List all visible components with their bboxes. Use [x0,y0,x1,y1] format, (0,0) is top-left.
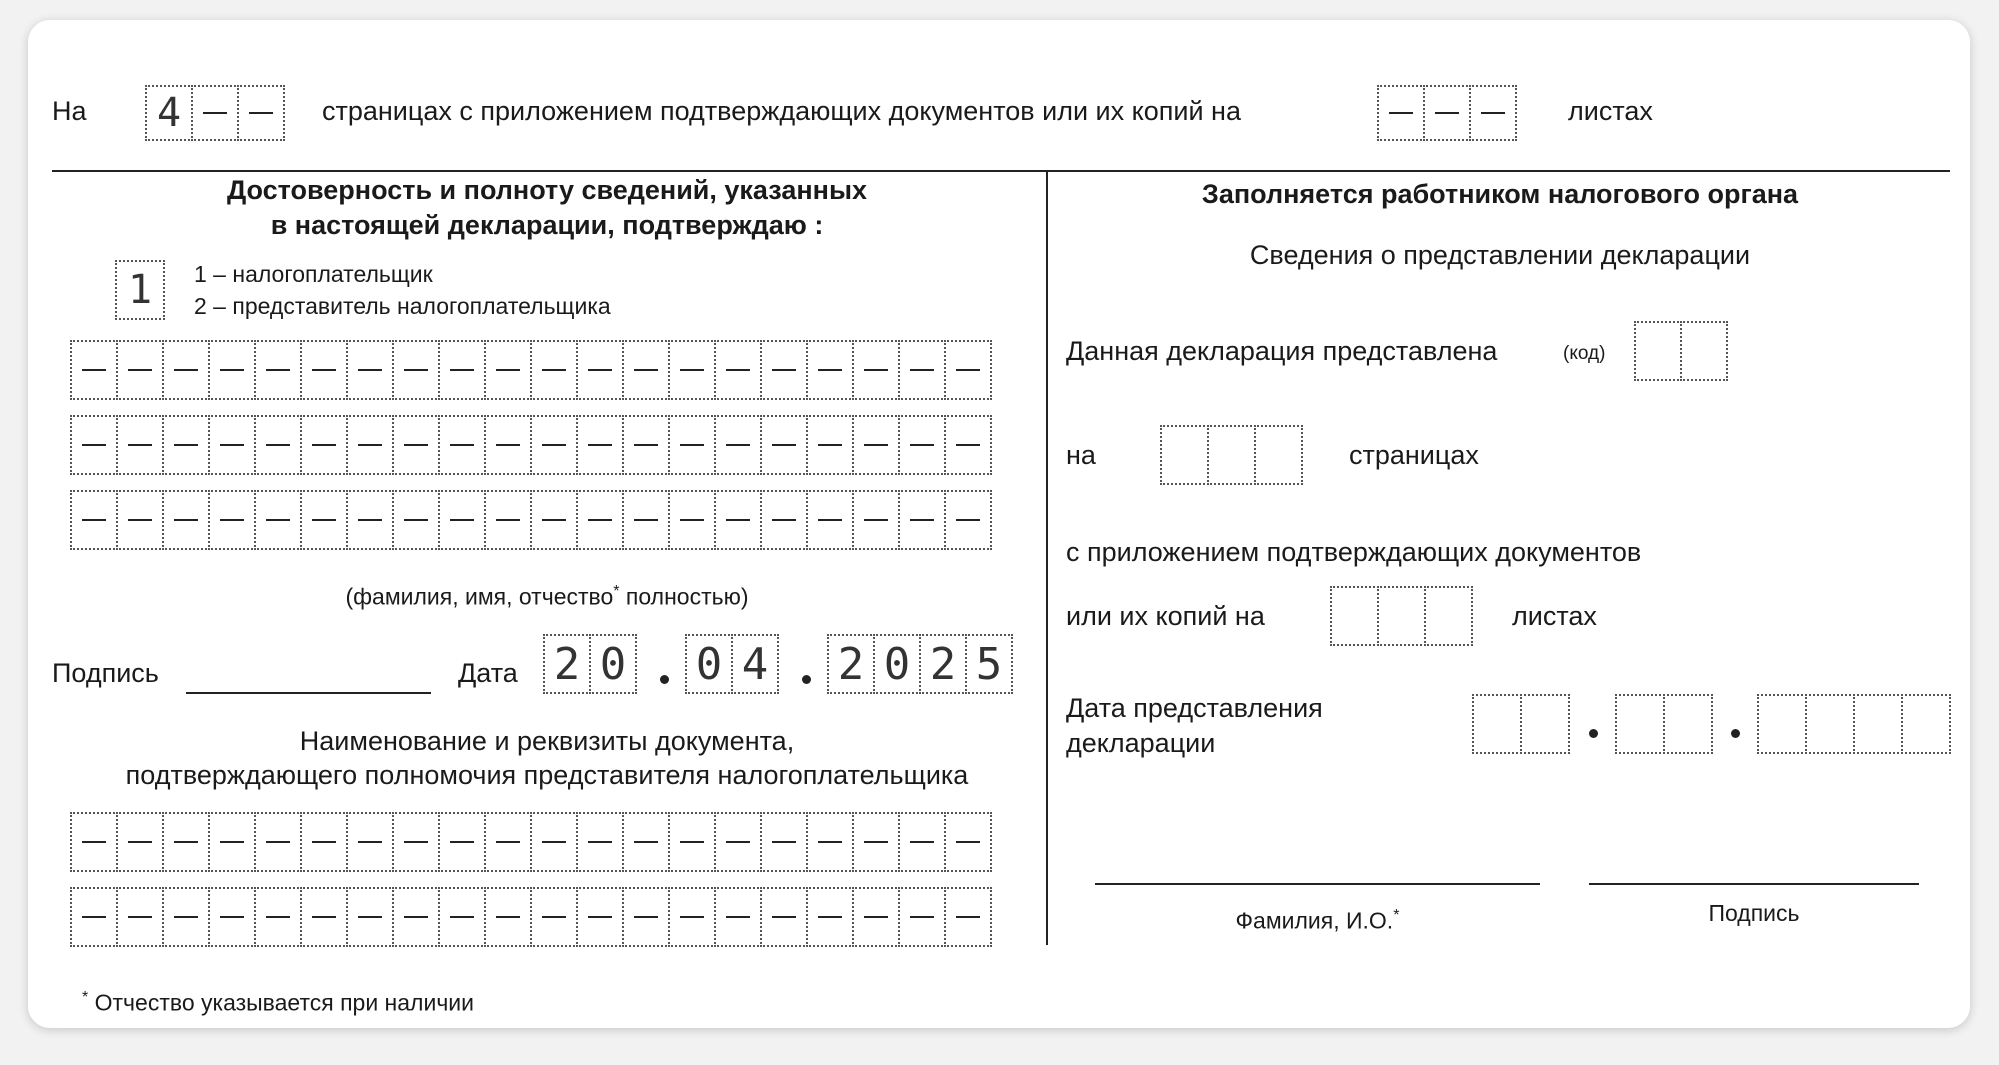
authority-doc-cell[interactable] [714,887,762,947]
authority-doc-cell[interactable] [300,887,348,947]
full-name-cell[interactable] [162,340,210,400]
authority-doc-cell[interactable] [346,887,394,947]
full-name-cell[interactable] [70,340,118,400]
authority-doc-cell[interactable] [484,887,532,947]
full-name-cell[interactable] [530,490,578,550]
authority-doc-cell[interactable] [208,887,256,947]
right-pages-suffix: страницах [1349,440,1479,470]
full-name-cell[interactable] [346,490,394,550]
full-name-cell[interactable] [346,415,394,475]
submission-day-field[interactable] [1472,694,1570,754]
copies-cell-1[interactable] [1330,586,1379,646]
full-name-caption [52,584,1042,609]
top-suffix: листах [1568,96,1653,126]
top-prefix: На [52,96,87,126]
full-name-caption-star: * [613,583,620,600]
authority-doc-cell[interactable] [162,887,210,947]
submission-date-dot-2 [1731,729,1740,738]
full-name-cell[interactable] [392,490,440,550]
signer-option-2: 2 – представитель налогоплательщика [194,293,611,319]
full-name-cell[interactable] [944,490,992,550]
full-name-cell[interactable] [438,340,486,400]
full-name-cell[interactable] [116,415,164,475]
authority-doc-cell[interactable] [944,887,992,947]
full-name-row[interactable] [70,340,992,400]
copies-cell-2[interactable] [1377,586,1426,646]
fio-label-text: Фамилия, И.О. [1235,907,1394,934]
pages-count-field[interactable] [145,85,285,141]
authority-doc-cell[interactable] [208,812,256,872]
authority-doc-cell[interactable] [576,812,624,872]
date-day-1[interactable]: 2 [543,634,591,694]
authority-doc-cell[interactable] [300,812,348,872]
authority-doc-cell[interactable] [852,812,900,872]
date-separator-dot-1 [660,675,669,684]
footnote-text: Отчество указывается при наличии [94,989,475,1016]
full-name-cell[interactable] [208,490,256,550]
signature-line[interactable] [186,692,431,694]
footnote [82,990,474,1015]
date-year-4[interactable]: 5 [965,634,1013,694]
submission-month-1[interactable] [1615,694,1665,754]
authority-doc-cell[interactable] [484,812,532,872]
full-name-cell[interactable] [392,340,440,400]
authority-doc-cell[interactable] [622,812,670,872]
full-name-cell[interactable] [208,340,256,400]
authority-doc-cell[interactable] [116,812,164,872]
sheets-digit-2[interactable] [1423,85,1471,141]
full-name-cell[interactable] [576,415,624,475]
submission-month-field[interactable] [1615,694,1713,754]
submission-date-label-line1: Дата представления [1066,693,1323,723]
authority-doc-cell[interactable] [760,812,808,872]
full-name-cell[interactable] [898,340,946,400]
full-name-grid[interactable] [70,340,992,565]
full-name-cell[interactable] [530,340,578,400]
submission-day-1[interactable] [1472,694,1522,754]
full-name-cell[interactable] [70,415,118,475]
fio-label [1095,908,1540,933]
authority-doc-cell[interactable] [346,812,394,872]
authority-doc-cell[interactable] [806,812,854,872]
authority-doc-cell[interactable] [162,812,210,872]
pages-digit-1[interactable]: 4 [145,85,193,141]
authority-doc-cell[interactable] [438,887,486,947]
authority-doc-cell[interactable] [116,887,164,947]
full-name-cell[interactable] [484,490,532,550]
copies-cell-3[interactable] [1424,586,1473,646]
full-name-cell[interactable] [530,415,578,475]
authority-doc-cell[interactable] [714,812,762,872]
authority-doc-cell[interactable] [944,812,992,872]
attach-line: с приложением подтверждающих документов [1066,537,1642,567]
full-name-row[interactable] [70,415,992,475]
top-divider [52,170,1950,172]
authority-doc-cell[interactable] [760,887,808,947]
full-name-cell[interactable] [668,490,716,550]
date-year-2[interactable]: 0 [873,634,921,694]
officer-signature-line[interactable] [1589,883,1919,885]
authority-doc-title-line2: подтверждающего полномочия представителя налогоплательщика [125,760,969,790]
full-name-cell[interactable] [852,415,900,475]
submission-date-dot-1 [1589,729,1598,738]
date-month-1[interactable]: 0 [685,634,733,694]
authority-doc-row[interactable] [70,887,992,947]
full-name-cell[interactable] [162,415,210,475]
authority-doc-row[interactable] [70,812,992,872]
full-name-cell[interactable] [576,490,624,550]
full-name-cell[interactable] [208,415,256,475]
authority-doc-cell[interactable] [622,887,670,947]
submitted-code-field[interactable] [1634,321,1728,381]
full-name-cell[interactable] [944,415,992,475]
right-pages-cell-2[interactable] [1207,425,1256,485]
full-name-cell[interactable] [576,340,624,400]
authority-doc-cell[interactable] [576,887,624,947]
full-name-cell[interactable] [760,340,808,400]
full-name-cell[interactable] [806,490,854,550]
full-name-row[interactable] [70,490,992,550]
sheets-count-field[interactable] [1377,85,1517,141]
right-pages-cell-3[interactable] [1254,425,1303,485]
fio-label-star: * [1393,907,1400,924]
authority-doc-cell[interactable] [530,812,578,872]
left-heading-line2: в настоящей декларации, подтверждаю : [270,210,824,240]
full-name-cell[interactable] [70,490,118,550]
authority-doc-cell[interactable] [392,887,440,947]
date-month-2[interactable]: 4 [731,634,779,694]
authority-doc-cell[interactable] [392,812,440,872]
footnote-star: * [82,989,89,1006]
right-pages-cell-1[interactable] [1160,425,1209,485]
submission-month-2[interactable] [1663,694,1713,754]
submission-year-3[interactable] [1853,694,1903,754]
full-name-cell[interactable] [300,415,348,475]
officer-signature-label: Подпись [1708,900,1800,926]
right-heading: Заполняется работником налогового органа [1201,179,1799,209]
authority-doc-cell[interactable] [668,887,716,947]
full-name-cell[interactable] [806,415,854,475]
full-name-caption-text: (фамилия, имя, отчество [345,583,614,610]
full-name-cell[interactable] [300,340,348,400]
full-name-caption-end: полностью) [619,583,749,610]
full-name-cell[interactable] [116,340,164,400]
authority-doc-cell[interactable] [254,812,302,872]
top-middle-text: страницах с приложением подтверждающих документов или их копий на [322,96,1241,126]
sheets-digit-1[interactable] [1377,85,1425,141]
submitted-label: Данная декларация представлена [1066,336,1498,366]
submission-day-2[interactable] [1520,694,1570,754]
signature-label: Подпись [52,658,159,688]
date-year-3[interactable]: 2 [919,634,967,694]
full-name-cell[interactable] [254,490,302,550]
full-name-cell[interactable] [714,340,762,400]
copies-prefix: или их копий на [1066,601,1265,631]
authority-doc-cell[interactable] [254,887,302,947]
full-name-cell[interactable] [898,415,946,475]
authority-doc-cell[interactable] [898,812,946,872]
authority-doc-cell[interactable] [806,887,854,947]
submission-year-4[interactable] [1901,694,1951,754]
submission-date-label-line2: декларации [1066,728,1216,758]
date-year-1[interactable]: 2 [827,634,875,694]
full-name-cell[interactable] [852,340,900,400]
submission-year-1[interactable] [1757,694,1807,754]
signer-option-1: 1 – налогоплательщик [194,261,433,287]
full-name-cell[interactable] [714,490,762,550]
right-pages-field[interactable] [1160,425,1303,485]
full-name-cell[interactable] [438,415,486,475]
left-heading-line1: Достоверность и полноту сведений, указанных [226,175,868,205]
submission-year-2[interactable] [1805,694,1855,754]
date-day-2[interactable]: 0 [589,634,637,694]
copies-suffix: листах [1512,601,1597,631]
full-name-cell[interactable] [254,415,302,475]
authority-doc-cell[interactable] [70,887,118,947]
submitted-code-cell-2[interactable] [1680,321,1728,381]
authority-doc-cell[interactable] [898,887,946,947]
date-label: Дата [458,658,518,688]
full-name-cell[interactable] [852,490,900,550]
authority-doc-cell[interactable] [438,812,486,872]
date-day-field[interactable] [543,634,637,694]
full-name-cell[interactable] [668,415,716,475]
full-name-cell[interactable] [162,490,210,550]
pages-digit-3[interactable] [237,85,285,141]
right-subheading: Сведения о представлении декларации [1249,240,1751,270]
full-name-cell[interactable] [346,340,394,400]
full-name-cell[interactable] [898,490,946,550]
full-name-cell[interactable] [944,340,992,400]
full-name-cell[interactable] [622,340,670,400]
authority-doc-cell[interactable] [70,812,118,872]
fio-line[interactable] [1095,883,1540,885]
full-name-cell[interactable] [438,490,486,550]
full-name-cell[interactable] [392,415,440,475]
authority-doc-cell[interactable] [530,887,578,947]
full-name-cell[interactable] [806,340,854,400]
authority-doc-cell[interactable] [852,887,900,947]
full-name-cell[interactable] [254,340,302,400]
full-name-cell[interactable] [714,415,762,475]
full-name-cell[interactable] [668,340,716,400]
signer-code-digit[interactable]: 1 [115,260,165,320]
column-divider [1046,170,1048,945]
full-name-cell[interactable] [760,490,808,550]
full-name-cell[interactable] [622,415,670,475]
date-separator-dot-2 [802,675,811,684]
authority-doc-title-line1: Наименование и реквизиты документа, [299,726,795,756]
date-year-field[interactable] [827,634,1013,694]
authority-doc-cell[interactable] [668,812,716,872]
date-month-field[interactable] [685,634,779,694]
full-name-cell[interactable] [116,490,164,550]
submitted-code-cell-1[interactable] [1634,321,1682,381]
signer-code-field[interactable] [115,260,165,320]
submission-year-field[interactable] [1757,694,1951,754]
full-name-cell[interactable] [300,490,348,550]
copies-count-field[interactable] [1330,586,1473,646]
right-pages-prefix: на [1066,440,1096,470]
full-name-cell[interactable] [484,415,532,475]
full-name-cell[interactable] [760,415,808,475]
sheets-digit-3[interactable] [1469,85,1517,141]
submitted-code-label: (код) [1563,343,1606,364]
full-name-cell[interactable] [622,490,670,550]
authority-doc-grid[interactable] [70,812,992,962]
pages-digit-2[interactable] [191,85,239,141]
full-name-cell[interactable] [484,340,532,400]
